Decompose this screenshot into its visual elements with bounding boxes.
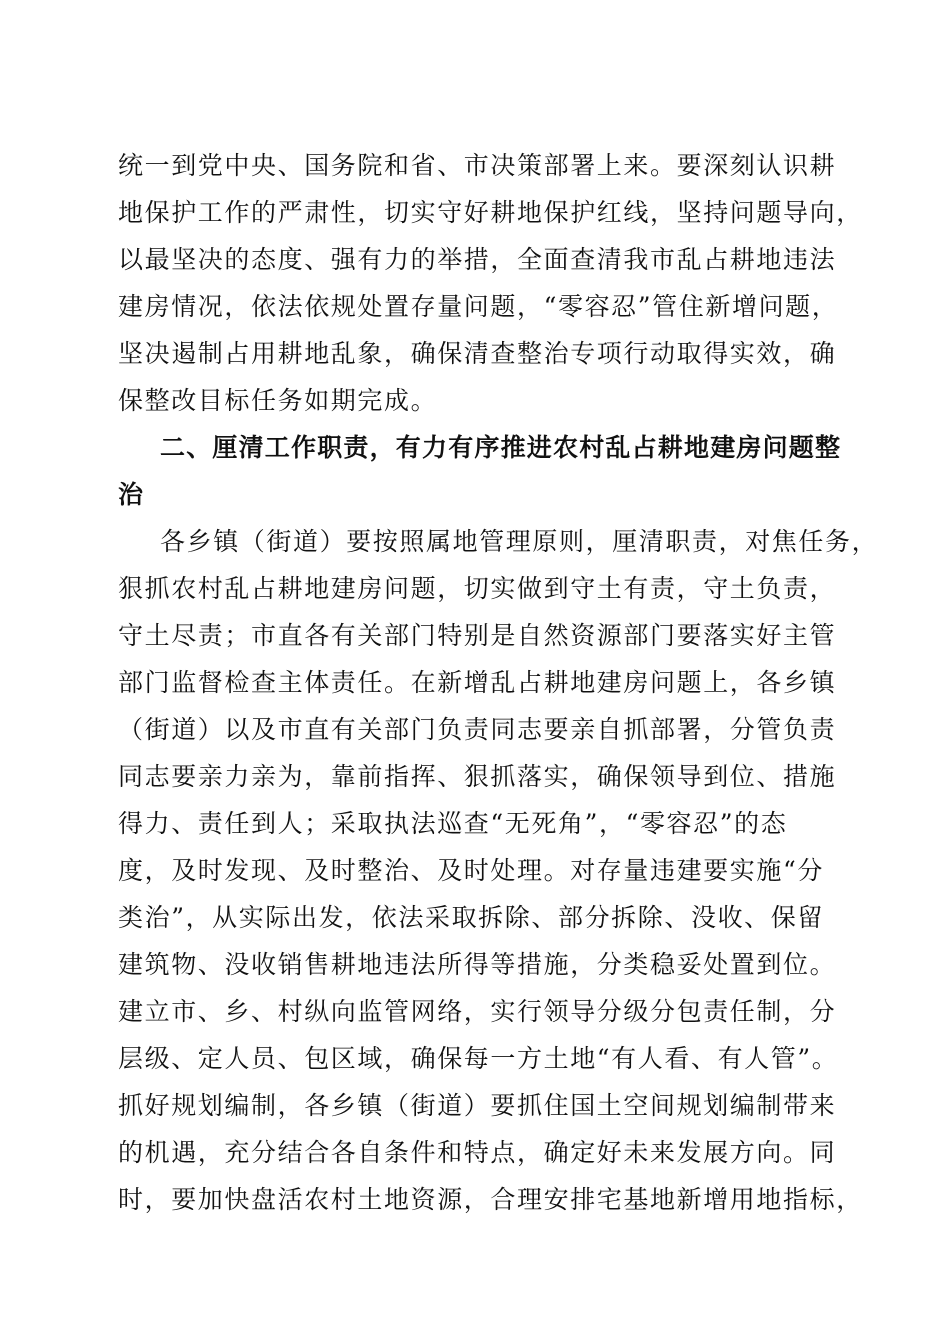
- text-line: 时，要加快盘活农村土地资源，合理安排宅基地新增用地指标，: [118, 1185, 863, 1214]
- heading-line: 二、厘清工作职责，有力有序推进农村乱占耕地建房问题整: [160, 433, 842, 462]
- text-line: 的机遇，充分结合各自条件和特点，确定好未来发展方向。同: [118, 1138, 837, 1167]
- text-line: 类治”，从实际出发，依法采取拆除、部分拆除、没收、保留: [118, 903, 824, 932]
- text-line: 部门监督检查主体责任。在新增乱占耕地建房问题上，各乡镇: [118, 668, 837, 697]
- text-line: 层级、定人员、包区域，确保每一方土地“有人看、有人管”。: [118, 1044, 839, 1073]
- text-line: 保整改目标任务如期完成。: [118, 386, 438, 415]
- text-line: 得力、责任到人；采取执法巡查“无死角”，“零容忍”的态: [118, 809, 788, 838]
- heading-line: 治: [118, 480, 145, 509]
- text-line: 度，及时发现、及时整治、及时处理。对存量违建要实施“分: [118, 856, 824, 885]
- text-line: 以最坚决的态度、强有力的举措，全面查清我市乱占耕地违法: [118, 245, 837, 274]
- text-line: 狠抓农村乱占耕地建房问题，切实做到守土有责，守土负责，: [118, 574, 837, 603]
- text-line: 同志要亲力亲为，靠前指挥、狠抓落实，确保领导到位、措施: [118, 762, 837, 791]
- text-line: （街道）以及市直有关部门负责同志要亲自抓部署，分管负责: [118, 715, 837, 744]
- text-line: 统一到党中央、国务院和省、市决策部署上来。要深刻认识耕: [118, 151, 837, 180]
- text-line: 建筑物、没收销售耕地违法所得等措施，分类稳妥处置到位。: [118, 950, 837, 979]
- text-line: 建立市、乡、村纵向监管网络，实行领导分级分包责任制，分: [118, 997, 837, 1026]
- text-line: 各乡镇（街道）要按照属地管理原则，厘清职责，对焦任务，: [160, 527, 879, 556]
- text-line: 坚决遏制占用耕地乱象，确保清查整治专项行动取得实效，确: [118, 339, 837, 368]
- text-line: 守土尽责；市直各有关部门特别是自然资源部门要落实好主管: [118, 621, 837, 650]
- text-line: 地保护工作的严肃性，切实守好耕地保护红线，坚持问题导向，: [118, 198, 863, 227]
- text-line: 抓好规划编制，各乡镇（街道）要抓住国土空间规划编制带来: [118, 1091, 837, 1120]
- text-line: 建房情况，依法依规处置存量问题，“零容忍”管住新增问题，: [118, 292, 839, 321]
